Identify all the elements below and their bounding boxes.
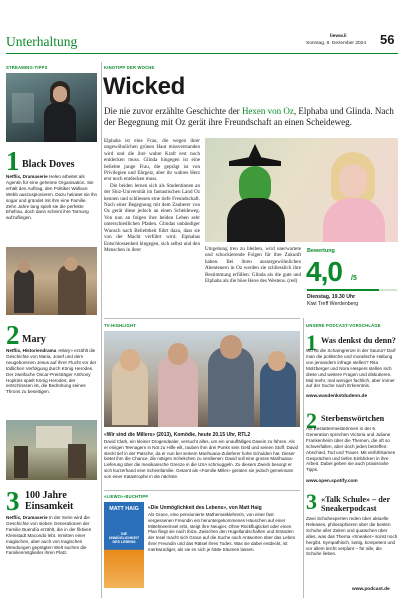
section-title: Unterhaltung [6,34,78,49]
rating-max: /5 [351,275,357,282]
podcast-divider [303,318,304,598]
column-divider [101,62,102,598]
kino-tv-divider [104,318,300,319]
black-doves-photo [6,73,97,142]
podcast-url-1[interactable]: www.wasdenkstdudenn.de [306,394,368,399]
streaming-desc-2: «Mary» erzählt die Geschichte von Maria, Josef und dem neugeborenen Jesus auf ihrer Flucht vor der tödlichen Verfolgung durch König Herodes. Der zweifache Oscar-Preisträger Anthony Hopkins spielt König Herodes, der entschlossen ist, die Bedrohung seines Throns zu beseitigen. [6,348,97,395]
tv-text: David Clark, ein kleiner Drogendealer, versucht alles, um ein unauffälliges Dasein zu führen. Als er einigen Teenagern in Not zu Hilfe eilt, rauben ihm drei Punks sein Geld und seinen Stoff. David steckt tief in der Patsche, da er nun bei seinem Marihuana-Zulieferer hohe Schulden hat. Dieser bietet ihm die Chance, die nötigen Schekchen zu verdienen: David soll eine grosse Marihuana-Lieferung über die mexikanische Grenze in die USA schmuggeln. Zu diesem Zweck besorgt er sich kurzerhand eine Scheinfamilie. Getarnt als «Familie Miller» geraten sie jedoch gemeinsam von einer Katastrophe in die nächste. [104,439,298,479]
book-cover-author: MATT HAIG [109,506,139,512]
buch-label: «LIEWO»-BUCHTIPP [104,494,149,499]
podcast-number-1: 1 [306,330,317,355]
einsamkeit-photo [6,420,97,480]
book-cover [104,502,144,588]
buch-headline: «Die Unmöglichkeit des Lebens», von Matt Haig [148,505,262,511]
podcast-text-1: Wo ist die Schamgrenze in der Sauna? Darf man die politische und moralische Haltung von jemandem infrage stellen? Rita Molzberger und Nora Hespers stellen sich diese und weitere Fragen und diskutieren. Mal mehr, mal weniger fachlich, aber immer auf der Suche nach Erkenntnis. [306,348,396,389]
header-rule [6,53,398,54]
streaming-desc-3: In der Serie wird die Geschichte von sieben Generationen der Familie Buendía erzählt, die in der fiktiven Kleinstadt Macondo lebt. Inmitten einer magischen, aber auch von tragischen Wendungen geprägten Welt suchen die Familienmitglieder ihren Platz. [6,515,92,556]
kinotipp-col1 [104,138,200,253]
podcast-url-3[interactable]: www.podcast.de [352,587,390,592]
buch-text: Als Grace, eine pensionierte Mathematiklehrerin, von einer fast vergessenen Freundin ein heruntergekommenes Häuschen auf einer Mittelmeerinsel erbt, steigt ihre Neugier. Ohne Rückflugticket oder einen Plan fliegt sie nach Ibiza. Zwischen den Hügellandschaften und Stränden der Insel macht sich Grace auf die Suche nach Antworten über das Leben ihrer Freundin und das Rätsel ihres Todes. Was sie dabei entdeckt, ist merkwürdiger, als sie es sich je hätte träumen lassen. [148,512,296,552]
podcast-number-2: 2 [306,408,317,433]
kinotipp-col1-p2: Die beiden lernen sich als Studentinnen an der Shiz-Universität im fantastischen Land Oz kennen und schliessen eine tiefe Freundschaft. Nach einer Begegnung mit dem Zauberer von Oz gerät diese jedoch an einen Scheideweg. Von nun an folgen ihre beiden Leben sehr unterschiedlichen Pfaden. Glindas unbändiger Wunsch nach Beliebtheit führt dazu, dass sie von der Macht verführt wird. Elphabas Entschlossenheit hingegen, sich selbst und den Menschen in ihrer [104,182,200,253]
kinotipp-title: Wicked [103,73,186,100]
streaming-title-2: Mary [22,334,46,345]
kinotipp-lead-pre: Die nie zuvor erzählte Geschichte der [104,106,242,116]
showtime: Dienstag, 19.30 Uhr [307,294,356,300]
streaming-meta-3: Netflix, Dramaserie [6,515,48,520]
streaming-title-3 [25,490,101,512]
kinotipp-lead [104,106,398,128]
rating-max-value: 5 [352,275,357,282]
rating-value: 4,0 [306,256,342,287]
streaming-number-3: 3 [6,486,20,516]
podcast-number-3: 3 [306,489,317,514]
kinotipp-lead-link: Hexen von Oz [241,106,294,116]
podcast-title-1: Was denkst du denn? [321,336,396,345]
streaming-number-2: 2 [6,320,20,350]
kinotipp-col3: Umgebung treu zu bleiben, wird unerwartete und schockierende Folgen für ihre Zukunft haben. Bei ihren aussergewöhnlichen Abenteuern in Oz werden sie schliesslich ihre Bestimmung erfüllen: Glinda als die gute und Elphaba als die böse Hexe des Westens. (red) [205,246,301,285]
wicked-photo [205,138,398,242]
podcast-title-3: «Talk Schule» – der Sneakerpodcast [321,495,390,513]
streaming-meta-1: Netflix, Dramaserie [6,174,48,179]
streaming-text-3 [6,515,98,556]
streaming-text-2 [6,348,98,395]
podcast-title-2: Sterbenswörtchen [321,414,385,423]
podcast-text-3: Zwei Schuhexperten reden über aktuelle Releases, philosophieren über die besten Schuhe aller Zeiten und quatschen über alles, was das Thema «Sneaker» sonst noch hergibt. Sympathisch, lustig, kompetent und vor allem leicht verplant – für alle, die Schuhe lieben. [306,516,398,557]
brand-name: lieww.li [330,34,347,39]
streaming-text-1 [6,174,98,221]
tv-label: TV-HIGHLIGHT [104,323,136,328]
tv-headline: «Wir sind die Millers» (2013), Komödie, heute 20.15 Uhr, RTL2 [104,432,251,438]
kinotipp-lead-post: , Elphaba und Glinda. Nach der Begegnung mit Oz gerät ihre Freundschaft an einen Scheideweg. [104,106,394,127]
rating-bar [307,289,397,291]
tv-buch-divider [104,490,300,491]
issue-date: Sonntag, 8. Dezember 2024 [306,41,367,46]
streaming-title-1: Black Doves [22,159,75,170]
venue: Kiwi Treff Werdenberg [307,301,359,307]
rating-label: Bewertung [307,248,335,254]
millers-photo [104,331,300,427]
podcast-url-2[interactable]: www.open.spotify.com [306,479,358,484]
streaming-meta-2: Netflix, Historiendrama [6,348,57,353]
podcast-text-2: Als Bestattermeisterinnen in der 6. Generation sprechen Victoria und Juliane Frankenheim über die Themen, die oft so schwerfallen, aber doch jeden betreffen: Abschied, Tod und Trauer. Mit einfühlsamen Gesprächen und tiefen Einblicken in ihre Arbeit. Dabei geben sie auch praxisnahe Tipps. [306,426,396,473]
mary-photo [6,247,97,315]
streaming-title-3-text: 100 Jahre Einsamkeit [25,490,74,512]
page-number: 56 [380,32,395,47]
rating-bar-fill [307,289,379,291]
podcast-label: UNSERE PODCAST-VORSCHLÄGE [306,323,381,328]
streaming-label: STREAMING-TIPPS [6,65,48,70]
book-cover-title: DIE UNMÖGLICHKEIT DES LEBENS [108,532,140,545]
kinotipp-col1-p1: Elphaba ist eine Frau, die wegen ihrer ungewöhnlichen grünen Haut missverstanden wird und die ihre wahre Kraft erst noch entdecken muss. Glinda hingegen ist eine beliebte junge Frau, die geprägt ist von Privilegien und Ehrgeiz, aber ihr wahres Herz erst noch entdecken muss. [104,138,200,183]
streaming-desc-1: Helen arbeitet als Agentin für eine geheime Organisation. Sie erhält den Auftrag, den Politiker Wallace Webb auszuspionieren. Dazu heiratet sie ihn sogar und gründet mit ihm eine Familie. Zehn Jahre lang spielt sie die perfekte Ehefrau, doch dann scheint ihre Tarnung aufzufliegen. [6,174,98,221]
streaming-number-1: 1 [6,146,20,176]
kinotipp-label: KINOTIPP DER WOCHE [104,65,155,70]
